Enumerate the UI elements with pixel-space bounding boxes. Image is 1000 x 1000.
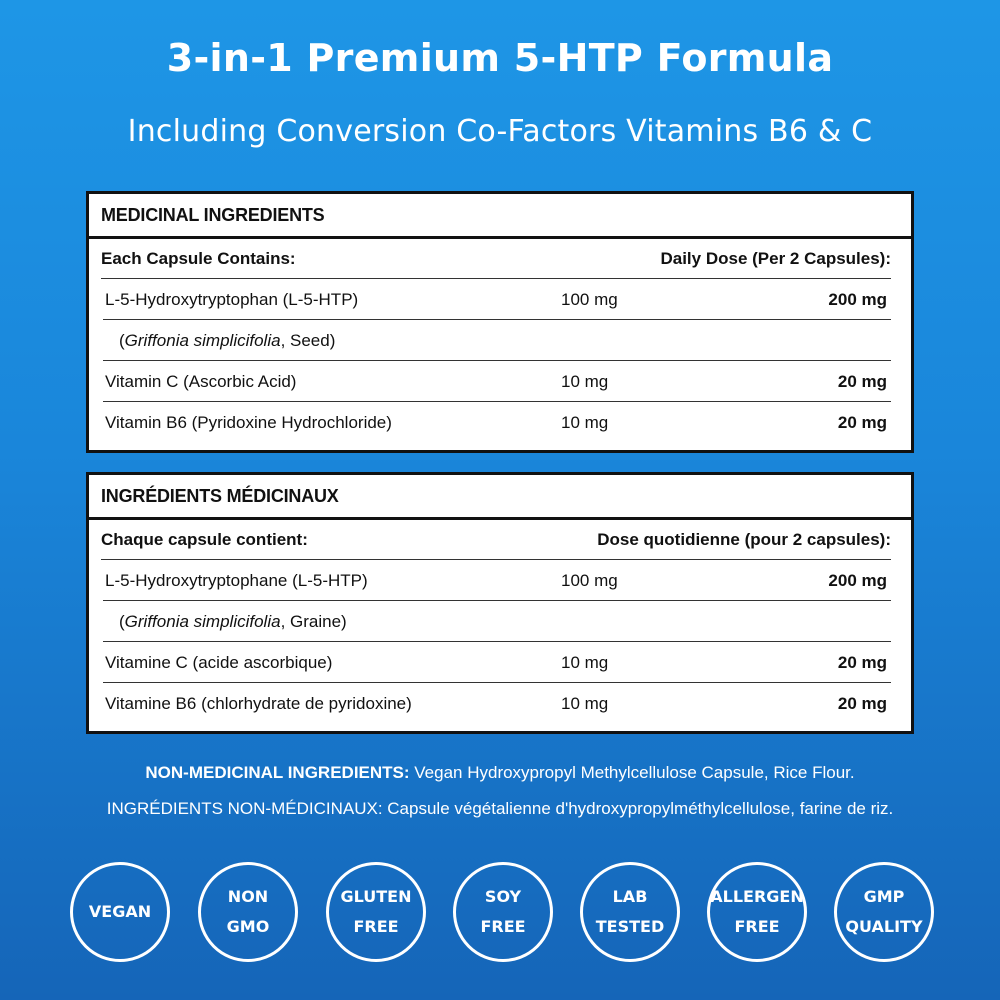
ingredient-name: L-5-Hydroxytryptophan (L-5-HTP) <box>105 290 359 309</box>
ingredient-row <box>103 402 891 443</box>
ingredient-name: Vitamine C (acide ascorbique) <box>105 653 333 672</box>
badge-line-2: GMO <box>226 917 270 936</box>
badge-line-1: GLUTEN <box>340 887 412 906</box>
daily-dose-amount: 20 mg <box>837 653 887 672</box>
source-rest: , Seed) <box>280 331 336 350</box>
col-right-label: Daily Dose (Per 2 Capsules): <box>660 248 891 268</box>
ingredient-source-row <box>103 601 891 642</box>
col-right-label: Dose quotidienne (pour 2 capsules): <box>597 529 891 549</box>
ingredient-name: Vitamin C (Ascorbic Acid) <box>105 372 297 391</box>
column-headers <box>101 520 891 560</box>
per-capsule-amount: 10 mg <box>561 413 609 432</box>
page-subtitle: Including Conversion Co-Factors Vitamins B6 & C <box>127 114 873 149</box>
badge-line-1: LAB <box>612 887 648 906</box>
panel-header: INGRÉDIENTS MÉDICINAUX <box>89 475 911 520</box>
per-capsule-amount: 10 mg <box>561 653 609 672</box>
badge-line-1: SOY <box>484 887 522 906</box>
certification-badges <box>70 862 936 962</box>
non-medicinal-text: Vegan Hydroxypropyl Methylcellulose Capsule, Rice Flour. <box>409 763 855 782</box>
allergen-free-badge <box>707 862 807 962</box>
badge-line-2: FREE <box>353 917 399 936</box>
medicinal-ingredients-panel-fr <box>86 472 914 734</box>
badge-line-1: ALLERGEN <box>710 887 804 906</box>
lab-tested-badge <box>580 862 680 962</box>
ingredient-row <box>103 361 891 402</box>
source-latin: Griffonia simplicifolia <box>124 612 281 631</box>
badge-line-1: NON <box>227 887 269 906</box>
ingredient-row <box>103 560 891 601</box>
per-capsule-amount: 10 mg <box>561 694 609 713</box>
col-left-label: Each Capsule Contains: <box>101 248 296 268</box>
per-capsule-amount: 100 mg <box>561 571 618 590</box>
ingredient-source: (Griffonia simplicifolia, Seed) <box>119 331 336 350</box>
gmp-quality-badge <box>834 862 934 962</box>
daily-dose-amount: 20 mg <box>837 413 887 432</box>
per-capsule-amount: 10 mg <box>561 372 609 391</box>
badge-line-1: VEGAN <box>88 902 152 921</box>
non-gmo-badge <box>198 862 298 962</box>
soy-free-badge <box>453 862 553 962</box>
ingredient-row <box>103 642 891 683</box>
page-title: 3-in-1 Premium 5-HTP Formula <box>166 36 834 80</box>
badge-line-2: FREE <box>734 917 780 936</box>
col-left-label: Chaque capsule contient: <box>101 529 308 549</box>
ingredient-name: Vitamin B6 (Pyridoxine Hydrochloride) <box>105 413 392 432</box>
badge-line-2: TESTED <box>595 917 665 936</box>
ingredient-row <box>103 279 891 320</box>
ingredient-row <box>103 683 891 724</box>
ingredient-source-row <box>103 320 891 361</box>
non-medicinal-ingredients-en <box>0 763 1000 783</box>
source-rest: , Graine) <box>280 612 347 631</box>
column-headers <box>101 239 891 279</box>
per-capsule-amount: 100 mg <box>561 290 618 309</box>
medicinal-ingredients-panel-en <box>86 191 914 453</box>
non-medicinal-text: Capsule végétalienne d'hydroxypropylméthylcellulose, farine de riz. <box>382 799 894 818</box>
non-medicinal-ingredients-fr <box>0 799 1000 819</box>
badge-line-2: FREE <box>480 917 526 936</box>
daily-dose-amount: 20 mg <box>837 372 887 391</box>
daily-dose-amount: 200 mg <box>828 290 887 309</box>
source-latin: Griffonia simplicifolia <box>124 331 281 350</box>
non-medicinal-label: INGRÉDIENTS NON-MÉDICINAUX: <box>106 799 383 818</box>
non-medicinal-label: NON-MEDICINAL INGREDIENTS: <box>145 763 410 782</box>
daily-dose-amount: 20 mg <box>837 694 887 713</box>
badge-line-1: GMP <box>863 887 905 906</box>
panel-header: MEDICINAL INGREDIENTS <box>89 194 911 239</box>
badge-line-2: QUALITY <box>845 917 923 936</box>
ingredient-name: L-5-Hydroxytryptophane (L-5-HTP) <box>105 571 368 590</box>
ingredient-source: (Griffonia simplicifolia, Graine) <box>119 612 347 631</box>
vegan-badge <box>70 862 170 962</box>
gluten-free-badge <box>326 862 426 962</box>
ingredient-name: Vitamine B6 (chlorhydrate de pyridoxine) <box>105 694 412 713</box>
daily-dose-amount: 200 mg <box>828 571 887 590</box>
